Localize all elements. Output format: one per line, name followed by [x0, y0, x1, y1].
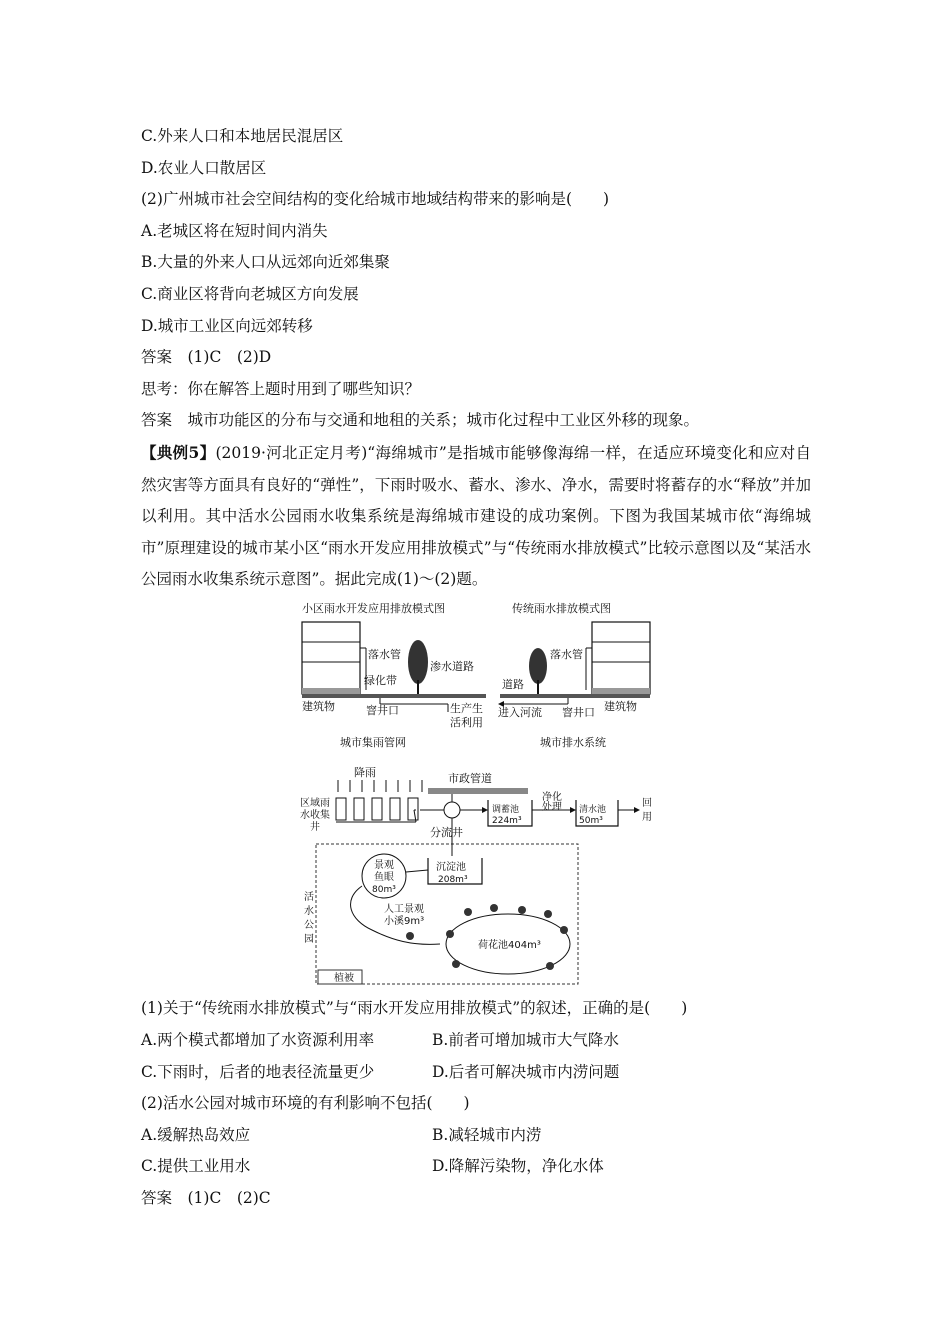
right-ground [500, 694, 650, 698]
answer-1: 答案 (1)C (2)D [141, 348, 272, 366]
right-diagram-title: 传统雨水排放模式图 [512, 602, 611, 615]
split-well [444, 802, 460, 818]
park-label-1: 活 [304, 892, 314, 903]
use-label-1: 生产生 [450, 702, 483, 715]
settling-pond [428, 858, 482, 885]
option-q3-d: D.后者可解决城市内涝问题 [432, 1063, 620, 1081]
left-ground [302, 694, 486, 698]
rain-arrows [338, 780, 422, 792]
svg-text:鱼眼: 鱼眼 [374, 872, 394, 883]
park-label-3: 公 [304, 920, 314, 931]
option-q2-b: B.大量的外来人口从远郊向近郊集聚 [141, 253, 390, 271]
svg-text:224m³: 224m³ [492, 816, 522, 826]
option-q2-a: A.老城区将在短时间内消失 [141, 222, 328, 240]
right-building [592, 622, 650, 694]
option-q1-d: D.农业人口散居区 [141, 159, 267, 177]
example-5-paragraph [141, 437, 811, 596]
right-manhole-label: 窨井口 [562, 706, 595, 719]
left-diagram-title: 小区雨水开发应用排放模式图 [302, 602, 445, 615]
think-answer: 答案 城市功能区的分布与交通和地租的关系；城市化过程中工业区外移的现象。 [141, 411, 700, 429]
vegetation-marks [406, 904, 568, 970]
left-building-label: 建筑物 [302, 700, 335, 713]
question-3-stem: (1)关于“传统雨水排放模式”与“雨水开发应用排放模式”的叙述，正确的是( ) [141, 999, 688, 1017]
stream-label-2: 小溪9m³ [384, 916, 425, 927]
purify-label-1: 净化 [542, 792, 562, 803]
left-downpipe-label: 落水管 [368, 648, 401, 661]
option-q2-c: C.商业区将背向老城区方向发展 [141, 285, 359, 303]
stream-label-1: 人工景观 [384, 904, 424, 915]
right-downpipe-label: 落水管 [550, 648, 583, 661]
option-q4-b: B.减轻城市内涝 [432, 1126, 542, 1144]
think-question: 思考：你在解答上题时用到了哪些知识？ [141, 380, 421, 398]
collect-well-label-1: 区域雨 [300, 798, 330, 809]
road-label: 道路 [502, 678, 524, 691]
park-label-4: 园 [304, 934, 314, 945]
option-q2-d: D.城市工业区向远郊转移 [141, 317, 313, 335]
right-building-label: 建筑物 [604, 700, 637, 713]
park-label-2: 水 [304, 906, 314, 917]
fisheye-pond [362, 854, 406, 898]
option-q3-c: C.下雨时，后者的地表径流量更少 [141, 1063, 375, 1081]
option-q4-d: D.降解污染物，净化水体 [432, 1157, 604, 1175]
svg-text:清水池: 清水池 [579, 805, 607, 815]
option-q4-a: A.缓解热岛效应 [141, 1126, 251, 1144]
left-diagram-caption: 城市集雨管网 [340, 736, 406, 749]
option-q1-c: C.外来人口和本地居民混居区 [141, 127, 344, 145]
collection-wells [336, 798, 418, 820]
municipal-pipe-label: 市政管道 [448, 772, 492, 785]
green-belt-label: 绿化带 [364, 674, 397, 687]
permeable-road-label: 渗水道路 [430, 660, 474, 673]
split-well-label: 分流井 [430, 826, 463, 839]
svg-text:调蓄池: 调蓄池 [492, 805, 520, 815]
reuse-label-1: 回 [642, 798, 652, 809]
left-manhole-label: 窨井口 [366, 704, 399, 717]
answer-2: 答案 (1)C (2)C [141, 1189, 271, 1207]
sponge-city-figure [280, 600, 680, 988]
svg-text:50m³: 50m³ [579, 816, 603, 826]
example-5-text: (2019·河北正定月考)“海绵城市”是指城市能够像海绵一样，在适应环境变化和应对自然灾害等方面具有良好的“弹性”，下雨时吸水、蓄水、渗水、净水，需要时将蓄存的水“释放”并加以利用。其中活水公园雨水收集系统是海绵城市建设的成功案例。下图为我国某城市依“海绵城市”原理建设的城市某小区“雨水开发应用排放模式”与“传统雨水排放模式”比较示意图以及“某活水公园雨水收集系统示意图”。据此完成(1)～(2)题。 [141, 444, 811, 589]
example-5-label: 【典例5】 [141, 443, 216, 462]
purify-label-2: 处理 [542, 802, 562, 813]
reuse-label-2: 用 [642, 812, 652, 823]
clear-water-tank [576, 800, 618, 826]
svg-text:沉淀池: 沉淀池 [436, 862, 466, 873]
storage-tank [488, 800, 532, 826]
left-building [302, 622, 360, 694]
question-2-stem: (2)广州城市社会空间结构的变化给城市地域结构带来的影响是( ) [141, 190, 610, 208]
svg-text:80m³: 80m³ [372, 885, 396, 895]
rain-label: 降雨 [354, 766, 376, 779]
use-label-2: 活利用 [450, 716, 483, 729]
to-river-label: 进入河流 [498, 706, 542, 719]
municipal-pipe [428, 788, 528, 794]
vegetation-legend-label: 植被 [334, 973, 354, 984]
left-tree [408, 640, 428, 694]
sponge-city-diagram [280, 600, 680, 988]
option-q3-b: B.前者可增加城市大气降水 [432, 1031, 619, 1049]
right-tree [529, 648, 547, 694]
option-q3-a: A.两个模式都增加了水资源利用率 [141, 1031, 375, 1049]
option-q4-c: C.提供工业用水 [141, 1157, 251, 1175]
collect-well-label-2: 水收集 [300, 810, 330, 821]
svg-text:景观: 景观 [374, 860, 394, 871]
question-4-stem: (2)活水公园对城市环境的有利影响不包括( ) [141, 1094, 470, 1112]
right-diagram-caption: 城市排水系统 [540, 736, 606, 749]
collect-well-label-3: 井 [310, 822, 320, 833]
svg-text:荷花池404m³: 荷花池404m³ [478, 940, 541, 951]
svg-text:208m³: 208m³ [438, 875, 468, 885]
